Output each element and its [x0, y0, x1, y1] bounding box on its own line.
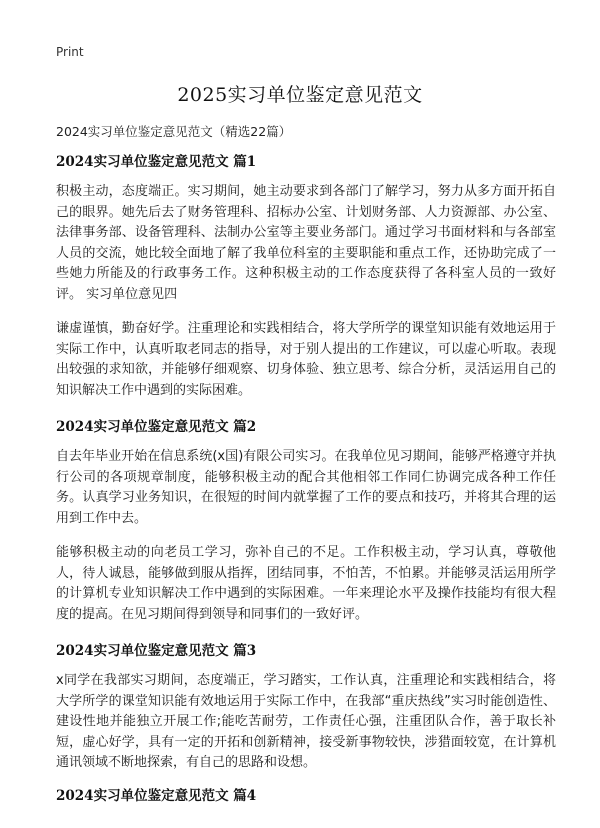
section-heading: 2024实习单位鉴定意见范文 篇4: [56, 787, 257, 804]
section-paragraph: x同学在我部实习期间，态度端正，学习踏实，工作认真，注重理论和实践相结合，将大学所学的课堂知识能有效地运用于实际工作中，在我部“重庆热线”实习时能创造性、建设性地并能独立开展工作;能吃苦耐劳，工作责任心强，注重团队合作，善于取长补短，虚心好学，具有一定的开拓和创新精神，接受新事物较快，涉猎面较宽，在计算机通讯领域不断地探索，有自己的思路和设想。: [56, 673, 556, 770]
section-heading: 2024实习单位鉴定意见范文 篇3: [56, 643, 257, 659]
section-heading: 2024实习单位鉴定意见范文 篇1: [56, 154, 257, 170]
document-subtitle: 2024实习单位鉴定意见范文（精选22篇）: [56, 124, 292, 139]
section-paragraph: 积极主动，态度端正。实习期间，她主动要求到各部门了解学习，努力从多方面开拓自己的眼界。她先后去了财务管理科、招标办公室、计划财务部、人力资源部、办公室、法律事务部、设备管理科、法制办公室等主要业务部门。通过学习书面材料和与各部室人员的交流，她比较全面地了解了我单位科室的主要职能和重点工作，还协助完成了一些她力所能及的行政事务工作。这种积极主动的工作态度获得了各科室人员的一致好评。 实习单位意见四: [56, 184, 556, 302]
section-3: [56, 639, 556, 774]
print-label[interactable]: Print: [56, 45, 84, 59]
section-1: [56, 150, 556, 401]
document-body: [56, 150, 556, 816]
document-title: 2025实习单位鉴定意见范文: [177, 84, 423, 106]
section-paragraph: 能够积极主动的向老员工学习，弥补自己的不足。工作积极主动，学习认真，尊敬他人，待人诚恳，能够做到服从指挥，团结同事，不怕苦，不怕累。并能够灵活运用所学的计算机专业知识解决工作中遇到的实际困难。一年来理论水平及操作技能均有很大程度的提高。在见习期间得到领导和同事们的一致好评。: [56, 545, 556, 622]
section-2: [56, 415, 556, 625]
section-4: [56, 784, 556, 804]
section-paragraph: 自去年毕业开始在信息系统(x国)有限公司实习。在我单位见习期间，能够严格遵守并执行公司的各项规章制度，能够积极主动的配合其他相邻工作同仁协调完成各种工作任务。认真学习业务知识，在很短的时间内就掌握了工作的要点和技巧，并将其合理的运用到工作中去。: [56, 449, 556, 526]
section-heading: 2024实习单位鉴定意见范文 篇2: [56, 419, 257, 435]
section-paragraph: 谦虚谨慎，勤奋好学。注重理论和实践相结合，将大学所学的课堂知识能有效地运用于实际工作中，认真听取老同志的指导，对于别人提出的工作建议，可以虚心听取。表现出较强的求知欲，并能够仔细观察、切身体验、独立思考、综合分析，灵活运用自己的知识解决工作中遇到的实际困难。: [56, 321, 556, 398]
